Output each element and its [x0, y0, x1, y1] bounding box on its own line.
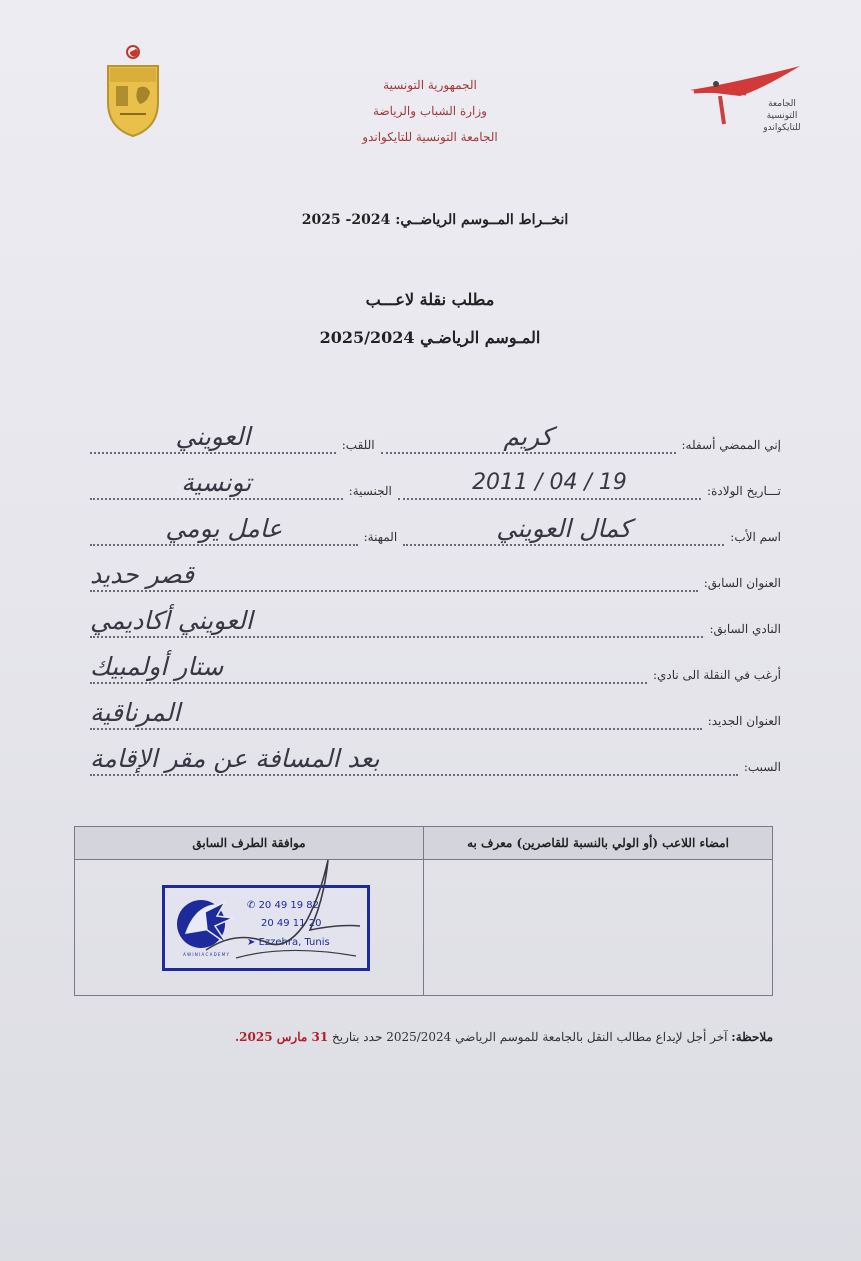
row-father	[90, 512, 781, 546]
stamp-phone-1: ✆ 20 49 19 82	[247, 900, 319, 911]
note-text: آخر أجل لإيداع مطالب النقل بالجامعة للموسم الرياضي 2025/2024 حدد بتاريخ	[328, 1030, 732, 1044]
value-last-name: العويني	[175, 422, 251, 451]
value-new-address: المرناقية	[90, 698, 181, 727]
value-old-address: قصر حديد	[90, 560, 195, 589]
player-signature-header: امضاء اللاعب (أو الولي بالنسبة للقاصرين) معرف به	[423, 827, 772, 859]
field-new-address[interactable]	[90, 700, 702, 730]
label-birth-date: تـــاريخ الولادة:	[707, 484, 781, 498]
label-new-club: أرغب في النقلة الى نادي:	[652, 668, 781, 682]
field-father-name[interactable]	[403, 516, 724, 546]
label-father-name: اسم الأب:	[730, 530, 781, 544]
label-last-name: اللقب:	[341, 438, 375, 452]
field-last-name[interactable]	[90, 424, 336, 454]
label-nationality: الجنسية:	[348, 484, 392, 498]
field-nationality[interactable]	[90, 470, 343, 500]
form-title: مطلب نقلة لاعـــب	[365, 290, 495, 309]
player-signature-cell[interactable]	[423, 860, 772, 996]
field-profession[interactable]	[90, 516, 358, 546]
signature-table-header	[75, 827, 772, 860]
row-new-address	[90, 696, 781, 730]
federation-name: الجامعة التونسية للتايكواندو	[362, 130, 498, 144]
label-profession: المهنة:	[363, 530, 398, 544]
field-old-address[interactable]	[90, 562, 698, 592]
row-birth	[90, 466, 781, 500]
row-old-address	[90, 558, 781, 592]
field-birth-date[interactable]	[398, 470, 701, 500]
value-nationality: تونسية	[181, 468, 252, 497]
stamp-org-name: A W I N I A C A D E M Y	[183, 952, 229, 957]
stamp-phone-2: 20 49 11 20	[261, 918, 322, 929]
row-old-club	[90, 604, 781, 638]
stamp-phone-1-text: 20 49 19 82	[258, 900, 319, 911]
value-new-club: ستار أولمبيك	[90, 652, 224, 681]
federation-logo-icon	[686, 62, 816, 138]
value-reason: بعد المسافة عن مقر الإقامة	[90, 744, 380, 773]
label-first-name: إني الممضي أسفله:	[681, 438, 781, 452]
stamp-location: ➤ Ezzehra, Tunis	[247, 937, 330, 948]
field-old-club[interactable]	[90, 608, 703, 638]
label-old-address: العنوان السابق:	[703, 576, 781, 590]
deadline-note	[73, 1030, 773, 1044]
row-name	[90, 420, 781, 454]
value-father-name: كمال العويني	[496, 514, 632, 543]
field-new-club[interactable]	[90, 654, 647, 684]
label-new-address: العنوان الجديد:	[707, 714, 781, 728]
value-birth-date: 2011 / 04 / 19	[472, 470, 627, 495]
ministry-name: وزارة الشباب والرياضة	[373, 104, 487, 118]
row-reason	[90, 742, 781, 776]
tunisia-coat-of-arms-icon	[100, 42, 166, 138]
row-new-club	[90, 650, 781, 684]
stamp-location-text: Ezzehra, Tunis	[258, 937, 330, 948]
value-first-name: كريم	[503, 422, 553, 451]
form-subtitle: المـوسم الرياضـي 2025/2024	[319, 328, 541, 347]
season-registration-line: انخــراط المــوسم الرياضــي: 2024- 2025	[301, 212, 569, 228]
field-first-name[interactable]	[381, 424, 676, 454]
handwritten-signature-icon	[196, 850, 376, 970]
logo-text-1: الجامعة	[768, 99, 796, 109]
logo-text-3: للتايكواندو	[763, 123, 801, 133]
value-old-club: العويني أكاديمي	[90, 606, 253, 635]
note-deadline: 31 مارس 2025.	[234, 1030, 329, 1044]
label-reason: السبب:	[743, 760, 781, 774]
value-profession: عامل يومي	[165, 514, 283, 543]
field-reason[interactable]	[90, 746, 738, 776]
header-text	[300, 72, 560, 150]
note-prefix: ملاحظة:	[731, 1030, 773, 1044]
republic-name: الجمهورية التونسية	[383, 78, 477, 92]
previous-club-approval-header: موافقة الطرف السابق	[192, 836, 306, 850]
label-old-club: النادي السابق:	[709, 622, 781, 636]
logo-text-2: التونسية	[766, 111, 798, 121]
